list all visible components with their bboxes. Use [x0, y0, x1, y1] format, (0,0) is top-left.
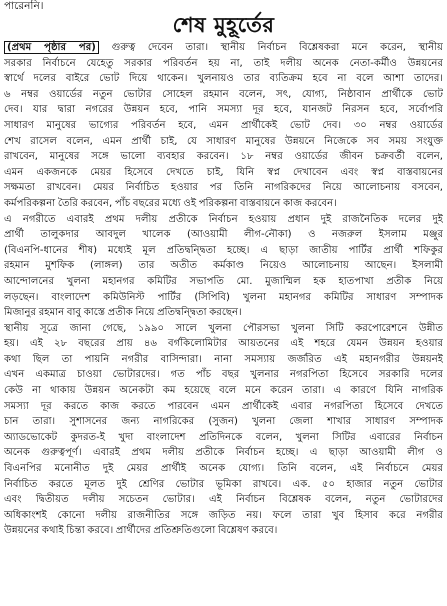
article-line: এ নগরীতে এবারই প্রথম দলীয় প্রতীকে নির্বাচন হওয়ায় প্রধান দুই রাজনৈতিক দলের দুই	[4, 213, 443, 225]
article-line: আন্দোলনের খুলনা মহানগর কমিটির সভাপতি মো. মুজাম্মিল হক হাতপাখা প্রতীক নিয়ে	[4, 275, 443, 287]
article-line: অধিকাংশই কোনো দলীয় রাজনীতির সঙ্গে জড়িত নয়। ফলে তারা খুব হিসাব করে নগরীর	[4, 509, 443, 521]
article-line: সাধারণ মানুষের ভাগ্যের পরিবর্তন হবে, এমন প্রার্থীকেই ভোট দেব। ৩০ নম্বর ওয়ার্ডের	[4, 119, 443, 131]
article-line: প্রার্থী তালুকদার আবদুল খালেক (আওয়ামী লীগ-নৌকা) ও নজরুল ইসলাম মঞ্জুর	[4, 229, 443, 241]
article-line: মিজানুর রহমান বাবু কাস্তে প্রতীক নিয়ে প্রতিদ্বন্দ্বিতা করছেন।	[4, 307, 242, 319]
article-line: সমস্যা দূর করতে কাজ করতে পারবেন এমন প্রার্থীকেই এবার নগরপিতা হিসেবে দেখতে	[4, 400, 443, 412]
article-line: ৬ নম্বর ওয়ার্ডের নতুন ভোটার সোহেল রহমান বলেন, সৎ, যোগ্য, নিষ্ঠাবান প্রার্থীকে ভোট	[4, 88, 443, 100]
article-line: কেউ না থাকায় উন্নয়ন অনেকটা কম হয়েছে বলে মনে করেন তারা। এ কারণে যিনি নাগরিক	[4, 385, 443, 397]
article-line: কথা ছিল তা পায়নি নগরীর বাসিন্দারা। নানা সমস্যায় জর্জরিত এই মহানগরীর উন্নয়নই	[4, 353, 443, 365]
article-line: অনেক গুরুত্বপূর্ণ। এবারই প্রথম দলীয় প্রতীকে নির্বাচন হচ্ছে। এ ছাড়া আওয়ামী লীগ ও	[4, 447, 443, 459]
article-line: রহমান মুশফিক (লাঙ্গল) তার অতীত কর্মকাণ্ড নিয়েও আলোচনায় আছেন। ইসলামী	[4, 260, 443, 272]
previous-article-fragment: পারেননি।	[4, 0, 44, 12]
article-line-text: গুরুত্ব দেবেন তারা। স্থানীয় নির্বাচন বিশ্লেষকরা মনে করেন, স্থানীয়	[98, 42, 443, 53]
article-line: বিএনপির মনোনীত দুই মেয়র প্রার্থীই অনেক যোগ্য। তিনি বলেন, এই নির্বাচনে মেয়র	[4, 463, 443, 475]
continuation-tag: (প্রথম পৃষ্ঠার পর)	[4, 41, 99, 54]
article-line: সরকার নির্বাচনে যেহেতু সরকার পরিবর্তন হয় না, তাই দলীয় অনেক নেতা-কর্মীও উন্নয়নের	[4, 57, 443, 69]
article-line: দেব। যার দ্বারা নগরের উন্নয়ন হবে, পানি সমস্যা দূর হবে, যানজট নিরসন হবে, সর্বোপরি	[4, 104, 443, 116]
article-line: রাখবেন, মানুষের সঙ্গে ভালো ব্যবহার করবেন। ১৮ নম্বর ওয়ার্ডের জীবন চক্রবর্তী বলেন,	[4, 151, 443, 163]
article-line: উন্নয়নের কথাই চিন্তা করবে। প্রার্থীদের প্রতিশ্রুতিগুলো বিশ্লেষণ করবে।	[4, 525, 278, 537]
article-line: স্থানীয় সূত্রে জানা গেছে, ১৯৯০ সালে খুলনা পৌরসভা খুলনা সিটি করপোরেশনে উন্নীত	[4, 322, 443, 334]
headline: শেষ মুহূর্তের	[172, 13, 275, 37]
article-line: লড়ছেন। বাংলাদেশ কমিউনিস্ট পার্টির (সিপিবি) খুলনা মহানগর কমিটির সাধারণ সম্পাদক	[4, 291, 443, 303]
article-line: এখন একমাত্র চাওয়া ভোটারদের। গত পাঁচ বছর খুলনার নগরপিতা হিসেবে সরকারি দলের	[4, 369, 443, 381]
article-line: স্বার্থে দলের বাইরে ভোট দিয়ে থাকেন। খুলনায়ও তার ব্যতিক্রম হবে না বলে আশা তাদের।	[4, 73, 443, 85]
article-line: এবং দ্বিতীয়ত দলীয় সচেতন ভোটার। এই নির্বাচন বিশ্লেষক বলেন, নতুন ভোটারদের	[4, 494, 443, 506]
article-body	[4, 40, 443, 539]
article-line: শেখ রাসেল বলেন, এমন প্রার্থী চাই, যে সাধারণ মানুষের উন্নয়নে নিজেকে সব সময় সংযুক্ত	[4, 135, 443, 147]
article-line: চান তারা। সুশাসনের জন্য নাগরিকের (সুজন) খুলনা জেলা শাখার সাধারণ সম্পাদক	[4, 416, 443, 428]
article-line: অ্যাডভোকেট কুদরত-ই খুদা বাংলাদেশ প্রতিদিনকে বলেন, খুলনা সিটির এবারের নির্বাচন	[4, 431, 443, 443]
article-line	[4, 40, 443, 56]
article-line: সক্ষমতা রাখবেন। মেয়র নির্বাচিত হওয়ার পর তিনি নাগরিকদের নিয়ে আলোচনায় বসবেন,	[4, 182, 443, 194]
article-line: হয়। এই ২৮ বছরের প্রায় ৪৬ বর্গকিলোমিটার আয়তনের এই শহরে যেমন উন্নয়ন হওয়ার	[4, 338, 443, 350]
article-line: (বিএনপি-ধানের শীষ) মধ্যেই মূল প্রতিদ্বন্দ্বিতা হচ্ছে। এ ছাড়া জাতীয় পার্টির প্রার্থী শফিকুর	[4, 244, 443, 256]
article-line: কর্মপরিকল্পনা তৈরি করবেন, পাঁচ বছরের মধ্যে ওই পরিকল্পনা বাস্তবায়নে কাজ করবেন।	[4, 197, 337, 209]
article-line: নির্বাচিত করতে মূলত দুই শ্রেণির ভোটার ভূমিকা রাখবে। এক. ৫০ হাজার নতুন ভোটার	[4, 478, 443, 490]
article-line: এমন একজনকে মেয়র হিসেবে দেখতে চাই, যিনি স্বপ্ন দেখাবেন এবং স্বপ্ন বাস্তবায়নের	[4, 166, 443, 178]
